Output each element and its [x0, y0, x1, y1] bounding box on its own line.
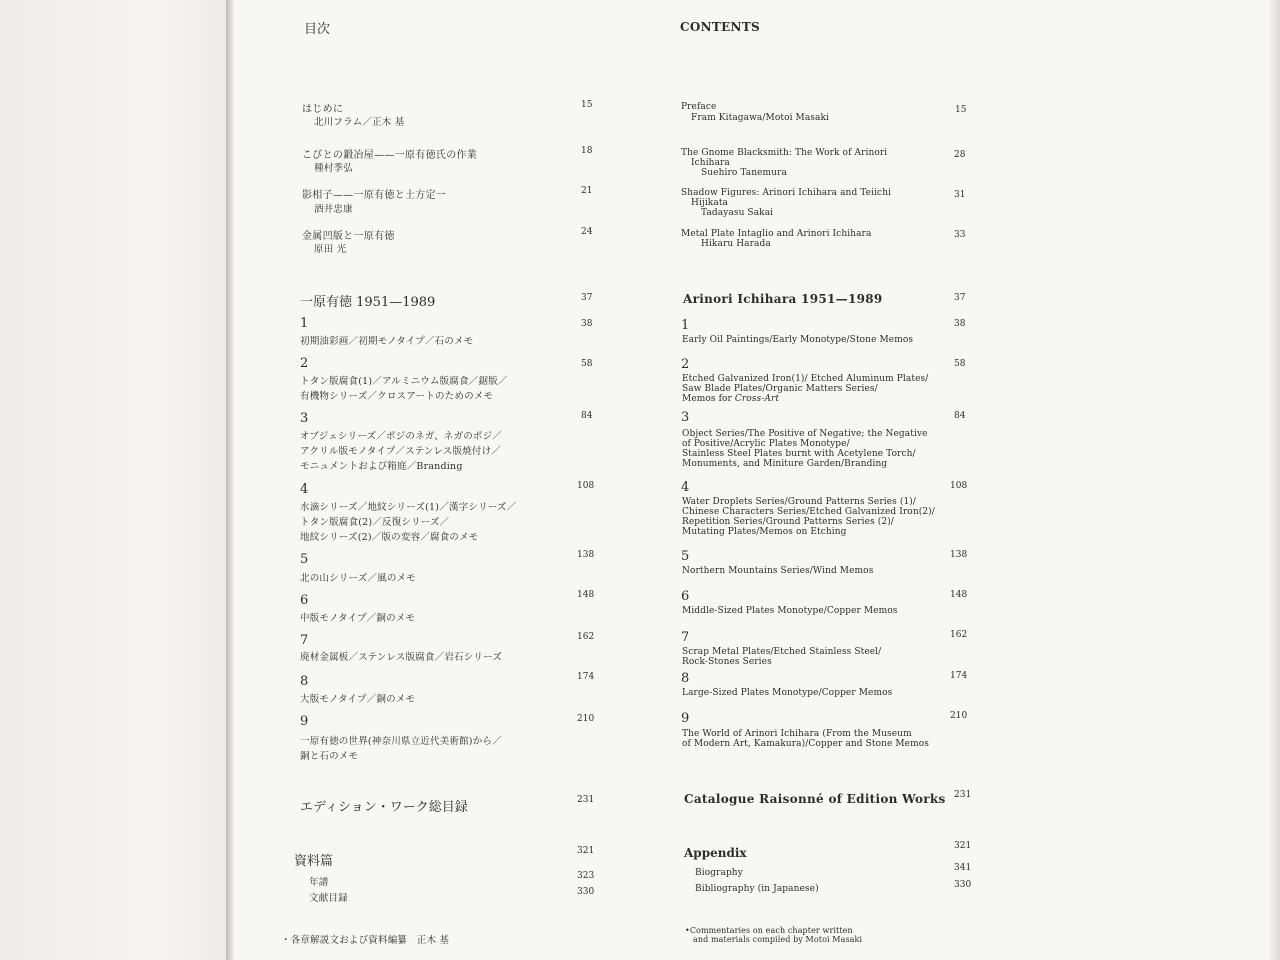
en-section-page: 31	[954, 190, 966, 200]
jp-chapter-number: 5	[300, 552, 309, 567]
jp-appendix-title: 資料篇	[294, 854, 334, 869]
jp-appendix-item: 年譜	[309, 877, 329, 888]
jp-section-title: はじめに	[302, 104, 344, 115]
en-catalogue-page: 231	[954, 790, 972, 800]
en-chapter-line: of Positive/Acrylic Plates Monotype/	[682, 439, 850, 449]
en-section-line: Fram Kitagawa/Motoi Masaki	[691, 113, 830, 123]
en-section-page: 33	[954, 230, 966, 240]
contents-page	[234, 0, 1280, 960]
en-appendix-item: Biography	[695, 868, 743, 878]
en-chapter-line: Northern Mountains Series/Wind Memos	[682, 566, 874, 576]
en-chapter-number: 5	[681, 549, 690, 564]
en-chapter-line: Middle-Sized Plates Monotype/Copper Memos	[682, 606, 898, 616]
jp-chapter-number: 9	[300, 714, 309, 729]
en-chapter-page: 174	[950, 671, 968, 681]
jp-chapter-line: 有機物シリーズ／クロスアートのためのメモ	[300, 391, 494, 402]
en-chapter-line: Scrap Metal Plates/Etched Stainless Steel/	[682, 647, 882, 657]
jp-chapter-number: 2	[300, 356, 309, 371]
jp-chapter-number: 1	[300, 316, 309, 331]
jp-chapter-line: モニュメントおよび箱庭／Branding	[300, 461, 463, 472]
jp-appendix-page: 321	[577, 846, 595, 856]
en-chapter-line: Water Droplets Series/Ground Patterns Series (1)/	[682, 497, 917, 507]
jp-chapter-page: 148	[577, 590, 595, 600]
en-chapter-line: Memos for Cross-Art	[682, 394, 780, 404]
en-chapter-page: 162	[950, 630, 968, 640]
jp-section-author: 酒井忠康	[314, 204, 353, 215]
jp-chapter-line: 地紋シリーズ(2)／版の変容／腐食のメモ	[300, 532, 479, 543]
jp-chapter-page: 84	[581, 411, 593, 421]
en-section-line: Hikaru Harada	[701, 239, 771, 249]
en-chapter-number: 2	[681, 357, 690, 372]
jp-period-page: 37	[581, 293, 593, 303]
en-appendix-title: Appendix	[684, 846, 747, 860]
en-section-line: Ichihara	[691, 158, 730, 168]
en-chapter-page: 38	[954, 319, 966, 329]
jp-chapter-page: 210	[577, 714, 595, 724]
jp-chapter-page: 174	[577, 672, 595, 682]
en-appendix-item-page: 341	[954, 863, 972, 873]
en-chapter-line: Stainless Steel Plates burnt with Acetylene Torch/	[682, 449, 916, 459]
en-chapter-line: Repetition Series/Ground Patterns Series (2)/	[682, 517, 894, 527]
jp-chapter-line: 一原有徳の世界(神奈川県立近代美術館)から／	[300, 736, 502, 747]
en-period-page: 37	[954, 293, 966, 303]
jp-chapter-page: 38	[581, 319, 593, 329]
en-period-title: Arinori Ichihara 1951—1989	[683, 292, 883, 306]
en-chapter-line: Large-Sized Plates Monotype/Copper Memos	[682, 688, 893, 698]
left-page	[0, 0, 228, 960]
jp-chapter-number: 6	[300, 593, 309, 608]
jp-section-page: 15	[581, 100, 593, 110]
jp-title: 目次	[304, 22, 331, 37]
jp-footnote: ・各章解説文および資料編纂 正木 基	[281, 935, 450, 946]
en-section-line: Preface	[681, 102, 717, 112]
en-chapter-line: Rock-Stones Series	[682, 657, 772, 667]
en-chapter-number: 3	[681, 410, 690, 425]
jp-catalogue-title: エディション・ワーク総目録	[300, 800, 468, 815]
en-chapter-line: Early Oil Paintings/Early Monotype/Stone Memos	[682, 335, 914, 345]
jp-chapter-line: 中版モノタイプ／銅のメモ	[300, 613, 416, 624]
jp-chapter-line: 北の山シリーズ／風のメモ	[300, 573, 416, 584]
jp-appendix-item: 文献目録	[309, 893, 348, 904]
jp-section-page: 24	[581, 227, 593, 237]
en-chapter-number: 9	[681, 711, 690, 726]
en-chapter-line: Saw Blade Plates/Organic Matters Series/	[682, 384, 878, 394]
jp-chapter-number: 7	[300, 633, 309, 648]
jp-chapter-number: 3	[300, 411, 309, 426]
en-section-line: Shadow Figures: Arinori Ichihara and Teiichi	[681, 188, 892, 198]
en-chapter-number: 8	[681, 671, 690, 686]
en-section-page: 28	[954, 150, 966, 160]
en-title: CONTENTS	[680, 20, 761, 34]
jp-chapter-number: 8	[300, 674, 309, 689]
jp-catalogue-page: 231	[577, 795, 595, 805]
jp-chapter-page: 138	[577, 550, 595, 560]
en-chapter-line: Monuments, and Miniture Garden/Branding	[682, 459, 888, 469]
en-chapter-line: Etched Galvanized Iron(1)/ Etched Aluminum Plates/	[682, 374, 929, 384]
en-appendix-item: Bibliography (in Japanese)	[695, 884, 819, 894]
jp-section-page: 18	[581, 146, 593, 156]
en-chapter-page: 148	[950, 590, 968, 600]
en-chapter-line: Chinese Characters Series/Etched Galvanized Iron(2)/	[682, 507, 935, 517]
en-footnote-line: •Commentaries on each chapter written	[685, 926, 853, 935]
jp-section-author: 種村季弘	[314, 163, 353, 174]
en-chapter-number: 6	[681, 589, 690, 604]
jp-chapter-page: 58	[581, 359, 593, 369]
cross-art-italic: Cross-Art	[734, 394, 780, 404]
en-section-line: Tadayasu Sakai	[701, 208, 774, 218]
en-appendix-page: 321	[954, 841, 972, 851]
jp-chapter-line: トタン版腐食(2)／反復シリーズ／	[300, 517, 450, 528]
en-footnote-line: and materials compiled by Motoi Masaki	[693, 935, 863, 944]
jp-section-title: 金属凹版と一原有徳	[302, 231, 395, 242]
en-section-line: Suehiro Tanemura	[701, 168, 787, 178]
jp-chapter-line: 廃材金属板／ステンレス版腐食／岩石シリーズ	[300, 652, 503, 663]
en-appendix-item-page: 330	[954, 880, 972, 890]
en-chapter-page: 108	[950, 481, 968, 491]
page-edge	[1270, 0, 1280, 960]
jp-chapter-line: トタン版腐食(1)／アルミニウム版腐食／鋸版／	[300, 376, 508, 387]
en-chapter-line: Mutating Plates/Memos on Etching	[682, 527, 847, 537]
jp-section-author: 北川フラム／正木 基	[314, 117, 405, 128]
jp-section-author: 原田 光	[314, 244, 347, 255]
en-chapter-page: 138	[950, 550, 968, 560]
en-chapter-page: 210	[950, 711, 968, 721]
jp-chapter-line: 初期油彩画／初期モノタイプ／石のメモ	[300, 336, 474, 347]
en-chapter-page: 58	[954, 359, 966, 369]
en-chapter-line: of Modern Art, Kamakura)/Copper and Stone Memos	[682, 739, 929, 749]
en-section-page: 15	[955, 105, 967, 115]
en-chapter-page: 84	[954, 411, 966, 421]
jp-period-title: 一原有徳 1951—1989	[300, 295, 436, 310]
jp-appendix-item-page: 323	[577, 871, 595, 881]
jp-chapter-page: 108	[577, 481, 595, 491]
en-chapter-number: 4	[681, 480, 690, 495]
jp-chapter-line: アクリル版モノタイプ／ステンレス版焼付け／	[300, 446, 501, 457]
en-catalogue-title: Catalogue Raisonné of Edition Works	[684, 792, 946, 806]
jp-chapter-line: オブジェシリーズ／ポジのネガ、ネガのポジ／	[300, 431, 502, 442]
jp-section-title: 影相子——一原有徳と土方定一	[302, 190, 447, 201]
en-section-line: Hijikata	[691, 198, 728, 208]
en-chapter-line: Object Series/The Positive of Negative; the Negative	[682, 429, 928, 439]
en-section-line: The Gnome Blacksmith: The Work of Arinori	[681, 148, 888, 158]
en-chapter-number: 7	[681, 630, 690, 645]
jp-section-title: こびとの鍛冶屋——一原有徳氏の作業	[302, 150, 478, 161]
en-chapter-number: 1	[681, 318, 690, 333]
jp-chapter-line: 銅と石のメモ	[300, 751, 359, 762]
jp-section-page: 21	[581, 186, 593, 196]
en-section-line: Metal Plate Intaglio and Arinori Ichihara	[681, 229, 872, 239]
jp-chapter-page: 162	[577, 632, 595, 642]
jp-chapter-line: 水滴シリーズ／地紋シリーズ(1)／漢字シリーズ／	[300, 502, 517, 513]
en-chapter-line: The World of Arinori Ichihara (From the Museum	[682, 729, 912, 739]
book-gutter	[226, 0, 234, 960]
jp-chapter-line: 大版モノタイプ／銅のメモ	[300, 694, 416, 705]
jp-appendix-item-page: 330	[577, 887, 595, 897]
jp-chapter-number: 4	[300, 482, 309, 497]
